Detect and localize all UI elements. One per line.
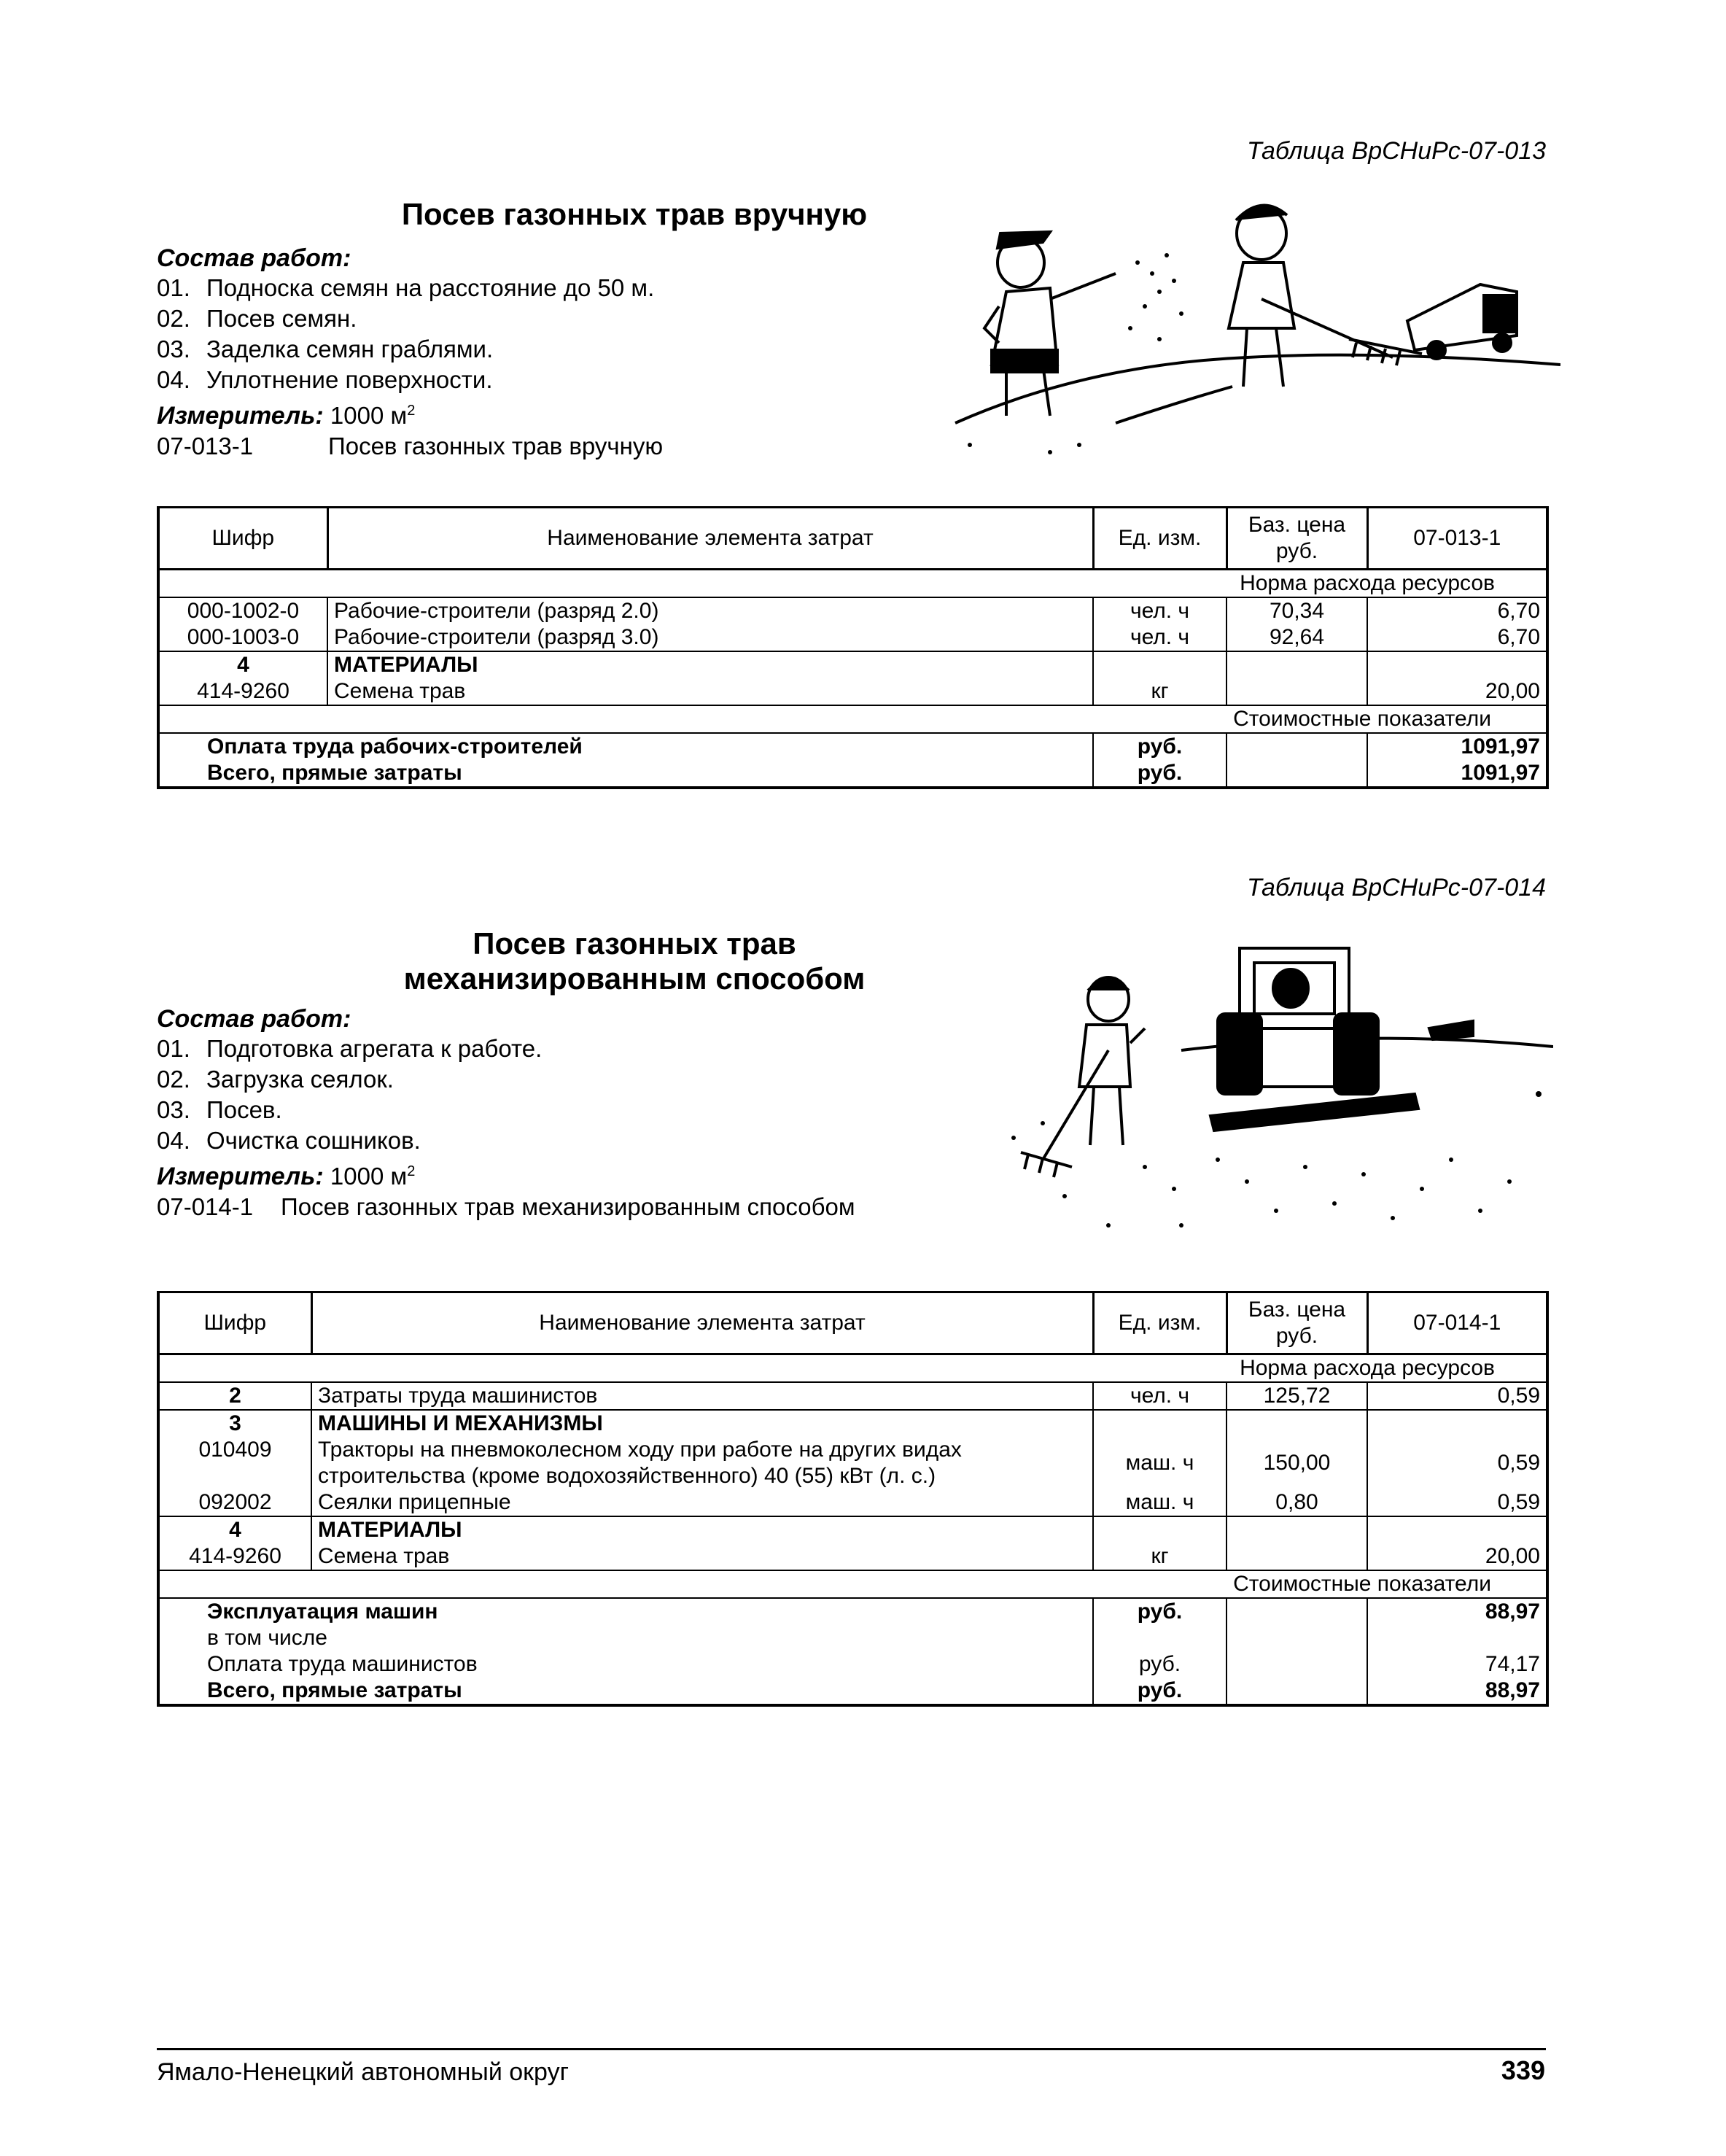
- measure-unit: Измеритель: 1000 $м^2$: [157, 1163, 416, 1190]
- cell-total-name: Всего, прямые затраты: [158, 760, 1093, 788]
- cell-total-value: 88,97: [1367, 1598, 1547, 1625]
- work-composition-2: [157, 1005, 855, 1222]
- cell-norm: 6,70: [1367, 624, 1547, 651]
- band-resources: Норма расхода ресурсов: [158, 1354, 1547, 1383]
- table-row-group: [158, 1410, 1547, 1437]
- cell-code: 2: [158, 1382, 311, 1410]
- cell-price: [1227, 678, 1367, 705]
- cell-price: 0,80: [1227, 1489, 1367, 1516]
- work-heading: Состав работ:: [157, 244, 351, 272]
- total-row: [158, 1678, 1547, 1705]
- band-row: [158, 705, 1547, 733]
- cell-code: 000-1002-0: [158, 597, 327, 624]
- cell-total-value: 1091,97: [1367, 760, 1547, 788]
- section-title-manual: Посев газонных трав вручную: [401, 197, 868, 231]
- total-row: [158, 733, 1547, 760]
- col-header-price: Баз. цена руб.: [1227, 508, 1367, 570]
- title-line-2: механизированным способом: [403, 961, 866, 996]
- cell-total-value: 74,17: [1367, 1651, 1547, 1678]
- table-row: [158, 678, 1547, 705]
- cell-code: 3: [158, 1410, 311, 1437]
- cell-name: Сеялки прицепные: [311, 1489, 1093, 1516]
- band-costs: Стоимостные показатели: [158, 705, 1547, 733]
- cell-price: 150,00: [1227, 1437, 1367, 1489]
- worker-rake-figure-icon: [1021, 977, 1145, 1177]
- table-row: [158, 1489, 1547, 1516]
- cell-name: Тракторы на пневмоколесном ходу при работе на других видах строительства (кроме водохозяйственного) 40 (55) кВт (л. с.): [311, 1437, 1093, 1489]
- col-header-norm: 07-013-1: [1367, 508, 1547, 570]
- table-row: [158, 1382, 1547, 1410]
- measure-unit: Измеритель: 1000 $м^2$: [157, 402, 416, 430]
- cell-norm: 0,59: [1367, 1437, 1547, 1489]
- cell-total-value: 1091,97: [1367, 733, 1547, 760]
- cell-total-name: в том числе: [158, 1625, 1093, 1651]
- work-item: 02. Загрузка сеялок.: [157, 1066, 394, 1093]
- work-item: 01. Подготовка агрегата к работе.: [157, 1035, 543, 1062]
- band-row: [158, 570, 1547, 598]
- table-header-row: [158, 1292, 1547, 1354]
- table-header-row: [158, 508, 1547, 570]
- cell-name: Семена трав: [327, 678, 1093, 705]
- cell-price: 125,72: [1227, 1382, 1367, 1410]
- cell-code: 000-1003-0: [158, 624, 327, 651]
- cell-name: МАТЕРИАЛЫ: [327, 651, 1093, 678]
- cell-unit: маш. ч: [1093, 1489, 1227, 1516]
- cell-total-value: 88,97: [1367, 1678, 1547, 1705]
- table-row-group: [158, 1516, 1547, 1543]
- cell-unit: кг: [1093, 1543, 1227, 1570]
- cell-code: 010409: [158, 1437, 311, 1489]
- cell-price: [1227, 1543, 1367, 1570]
- cell-total-name: Оплата труда машинистов: [158, 1651, 1093, 1678]
- band-costs: Стоимостные показатели: [158, 1570, 1547, 1598]
- illustration-manual-sowing: [941, 182, 1560, 459]
- cell-name: Рабочие-строители (разряд 3.0): [327, 624, 1093, 651]
- cell-code: 4: [158, 1516, 311, 1543]
- work-item: 03. Заделка семян граблями.: [157, 336, 494, 362]
- cell-name: Рабочие-строители (разряд 2.0): [327, 597, 1093, 624]
- table-row-group: [158, 651, 1547, 678]
- cell-code: 414-9260: [158, 678, 327, 705]
- work-item: 04. Очистка сошников.: [157, 1127, 421, 1154]
- cell-name: МАТЕРИАЛЫ: [311, 1516, 1093, 1543]
- truck-icon: [1407, 284, 1517, 359]
- cell-unit: руб.: [1093, 1651, 1227, 1678]
- cell-unit: кг: [1093, 678, 1227, 705]
- cell-code: 414-9260: [158, 1543, 311, 1570]
- col-header-unit: Ед. изм.: [1093, 508, 1227, 570]
- cell-price: 70,34: [1227, 597, 1367, 624]
- footer-divider: [157, 2048, 1546, 2050]
- work-heading: Состав работ:: [157, 1005, 351, 1033]
- cell-norm: 20,00: [1367, 1543, 1547, 1570]
- table-row: [158, 1543, 1547, 1570]
- cell-code: 092002: [158, 1489, 311, 1516]
- worker-rake-figure-icon: [1229, 206, 1422, 387]
- cell-total-name: Всего, прямые затраты: [158, 1678, 1093, 1705]
- cell-norm: 20,00: [1367, 678, 1547, 705]
- illustration-mechanized-sowing: [999, 919, 1553, 1240]
- resource-table-07-013: [157, 506, 1549, 789]
- cell-total-name: Эксплуатация машин: [158, 1598, 1093, 1625]
- cell-price: 92,64: [1227, 624, 1367, 651]
- band-row: [158, 1570, 1547, 1598]
- cell-total-name: Оплата труда рабочих-строителей: [158, 733, 1093, 760]
- title-line-1: Посев газонных трав: [473, 926, 796, 961]
- table-caption-07-013: Таблица ВрСНиРс-07-013: [1246, 137, 1546, 165]
- footer-region: Ямало-Ненецкий автономный округ: [157, 2058, 569, 2086]
- cell-norm: 0,59: [1367, 1489, 1547, 1516]
- col-header-name: Наименование элемента затрат: [311, 1292, 1093, 1354]
- cell-unit: руб.: [1093, 1598, 1227, 1625]
- work-item: 01. Подноска семян на расстояние до 50 м.: [157, 274, 655, 301]
- col-header-price: Баз. цена руб.: [1227, 1292, 1367, 1354]
- table-caption-07-014: Таблица ВрСНиРс-07-014: [1246, 874, 1546, 901]
- col-header-norm: 07-014-1: [1367, 1292, 1547, 1354]
- total-row: [158, 1651, 1547, 1678]
- cell-name: МАШИНЫ И МЕХАНИЗМЫ: [311, 1410, 1093, 1437]
- total-row: [158, 1625, 1547, 1651]
- col-header-unit: Ед. изм.: [1093, 1292, 1227, 1354]
- cell-unit: руб.: [1093, 760, 1227, 788]
- work-list: [157, 1034, 855, 1156]
- work-composition-1: [157, 244, 663, 462]
- cell-name: Затраты труда машинистов: [311, 1382, 1093, 1410]
- col-header-code: Шифр: [158, 508, 327, 570]
- page-number: 339: [1501, 2055, 1545, 2085]
- cell-unit: чел. ч: [1093, 1382, 1227, 1410]
- total-row: [158, 1598, 1547, 1625]
- cell-name: Семена трав: [311, 1543, 1093, 1570]
- table-row: [158, 597, 1547, 624]
- work-item: 02. Посев семян.: [157, 305, 357, 332]
- table-row: [158, 624, 1547, 651]
- resource-table-07-014: [157, 1291, 1549, 1707]
- cell-unit: маш. ч: [1093, 1437, 1227, 1489]
- cell-code: 4: [158, 651, 327, 678]
- cell-norm: 0,59: [1367, 1382, 1547, 1410]
- band-resources: Норма расхода ресурсов: [158, 570, 1547, 598]
- cell-norm: 6,70: [1367, 597, 1547, 624]
- work-item: 03. Посев.: [157, 1096, 282, 1123]
- section-title-mechanized: [306, 926, 963, 996]
- col-header-code: Шифр: [158, 1292, 311, 1354]
- table-row: [158, 1437, 1547, 1489]
- cell-unit: чел. ч: [1093, 624, 1227, 651]
- work-item: 04. Уплотнение поверхности.: [157, 366, 493, 393]
- norm-code-line: 07-014-1 Посев газонных трав механизированным способом: [157, 1193, 855, 1220]
- cell-unit: руб.: [1093, 1678, 1227, 1705]
- cell-unit: чел. ч: [1093, 597, 1227, 624]
- work-list: [157, 273, 663, 395]
- total-row: [158, 760, 1547, 788]
- band-row: [158, 1354, 1547, 1383]
- col-header-name: Наименование элемента затрат: [327, 508, 1093, 570]
- norm-code-line: 07-013-1 Посев газонных трав вручную: [157, 433, 664, 459]
- cell-unit: руб.: [1093, 733, 1227, 760]
